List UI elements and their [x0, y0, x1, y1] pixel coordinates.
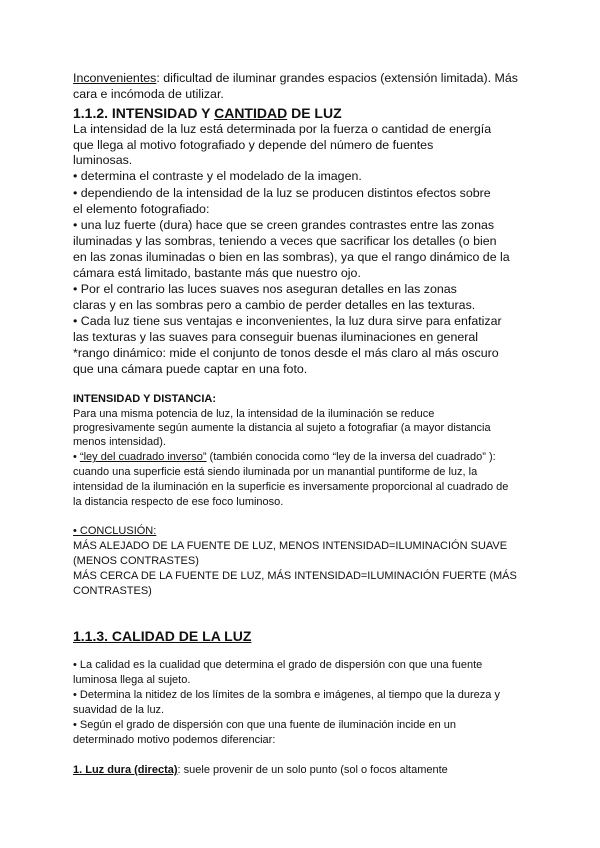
paragraph-line: *rango dinámico: mide el conjunto de tonos desde el más claro al más oscuro — [73, 346, 499, 360]
paragraph-line: cámara está limitado, bastante más que nuestro ojo. — [73, 266, 361, 280]
paragraph-line: claras y en las sombras pero a cambio de perder detalles en las texturas. — [73, 298, 476, 312]
conclusion-line: MÁS ALEJADO DE LA FUENTE DE LUZ, MENOS INTENSIDAD=ILUMINACIÓN SUAVE — [73, 540, 508, 552]
bullet-line: • Por el contrario las luces suaves nos aseguran detalles en las zonas — [73, 282, 457, 296]
conclusion-line: MÁS CERCA DE LA FUENTE DE LUZ, MÁS INTENSIDAD=ILUMINACIÓN FUERTE (MÁS — [73, 570, 517, 582]
paragraph-line: el elemento fotografiado: — [73, 202, 210, 216]
inconvenientes-line-2: cara e incómoda de utilizar. — [73, 87, 224, 101]
paragraph-line: progresivamente según aumente la distancia al sujeto a fotografiar (a mayor distancia — [73, 422, 491, 434]
paragraph-line: intensidad de la iluminación en la superficie es inversamente proporcional al cuadrado de — [73, 481, 509, 493]
inconvenientes-text: : dificultad de iluminar grandes espacios (extensión limitada). Más — [156, 71, 518, 85]
paragraph-line: que una cámara puede captar en una foto. — [73, 362, 308, 376]
section-112-heading-prefix: 1.1.2. INTENSIDAD Y — [73, 105, 215, 121]
bullet-line: • La calidad es la cualidad que determina el grado de dispersión con que una fuente — [73, 659, 483, 671]
paragraph-line: las texturas y las suaves para conseguir buenas iluminaciones en general — [73, 330, 478, 344]
luz-dura-text: : suele provenir de un solo punto (sol o focos altamente — [177, 764, 448, 776]
luz-dura-label: 1. Luz dura (directa) — [73, 764, 178, 776]
law-line — [73, 452, 496, 463]
bullet-line: • Determina la nitidez de los límites de la sombra e imágenes, al tiempo que la dureza y — [73, 689, 500, 701]
paragraph-line: Para una misma potencia de luz, la intensidad de la iluminación se reduce — [73, 408, 435, 420]
paragraph-line: suavidad de la luz. — [73, 704, 165, 716]
bullet: • — [73, 451, 80, 463]
luz-dura-line — [73, 765, 448, 776]
section-112-heading-underlined: CANTIDAD — [214, 105, 288, 121]
paragraph-line: La intensidad de la luz está determinada por la fuerza o cantidad de energía — [73, 122, 492, 136]
paragraph-line: determinado motivo podemos diferenciar: — [73, 734, 276, 746]
law-rest: (también conocida como “ley de la inversa del cuadrado” ): — [206, 451, 496, 463]
bullet-line: • Según el grado de dispersión con que una fuente de iluminación incide en un — [73, 719, 457, 731]
bullet-line: • una luz fuerte (dura) hace que se creen grandes contrastes entre las zonas — [73, 218, 495, 232]
section-113-heading: 1.1.3. CALIDAD DE LA LUZ — [73, 628, 252, 644]
bullet-line: • determina el contraste y el modelado de la imagen. — [73, 169, 362, 183]
conclusion-heading: • CONCLUSIÓN: — [73, 525, 157, 537]
bullet-line: • dependiendo de la intensidad de la luz se producen distintos efectos sobre — [73, 186, 491, 200]
inconvenientes-line — [73, 72, 518, 84]
paragraph-line: la distancia respecto de ese foco luminoso. — [73, 496, 284, 508]
paragraph-line: cuando una superficie está siendo iluminada por un manantial puntiforme de luz, la — [73, 466, 478, 478]
law-name: “ley del cuadrado inverso” — [79, 451, 207, 463]
paragraph-line: luminosas. — [73, 153, 133, 167]
paragraph-line: iluminadas y las sombras, teniendo a veces que sacrificar los detalles (o bien — [73, 234, 497, 248]
conclusion-line: (MENOS CONTRASTES) — [73, 555, 199, 567]
paragraph-line: en las zonas iluminadas o bien en las sombras), ya que el rango dinámico de la — [73, 250, 510, 264]
conclusion-line: CONTRASTES) — [73, 585, 152, 597]
paragraph-line: que llega al motivo fotografiado y depende del número de fuentes — [73, 138, 434, 152]
paragraph-line: luminosa llega al sujeto. — [73, 674, 191, 686]
paragraph-line: menos intensidad). — [73, 436, 166, 448]
section-112-heading-suffix: DE LUZ — [287, 105, 342, 121]
bullet-line: • Cada luz tiene sus ventajas e inconvenientes, la luz dura sirve para enfatizar — [73, 314, 502, 328]
inconvenientes-label: Inconvenientes — [73, 71, 157, 85]
intensidad-distancia-heading: INTENSIDAD Y DISTANCIA: — [73, 393, 217, 405]
section-112-heading — [73, 106, 342, 120]
